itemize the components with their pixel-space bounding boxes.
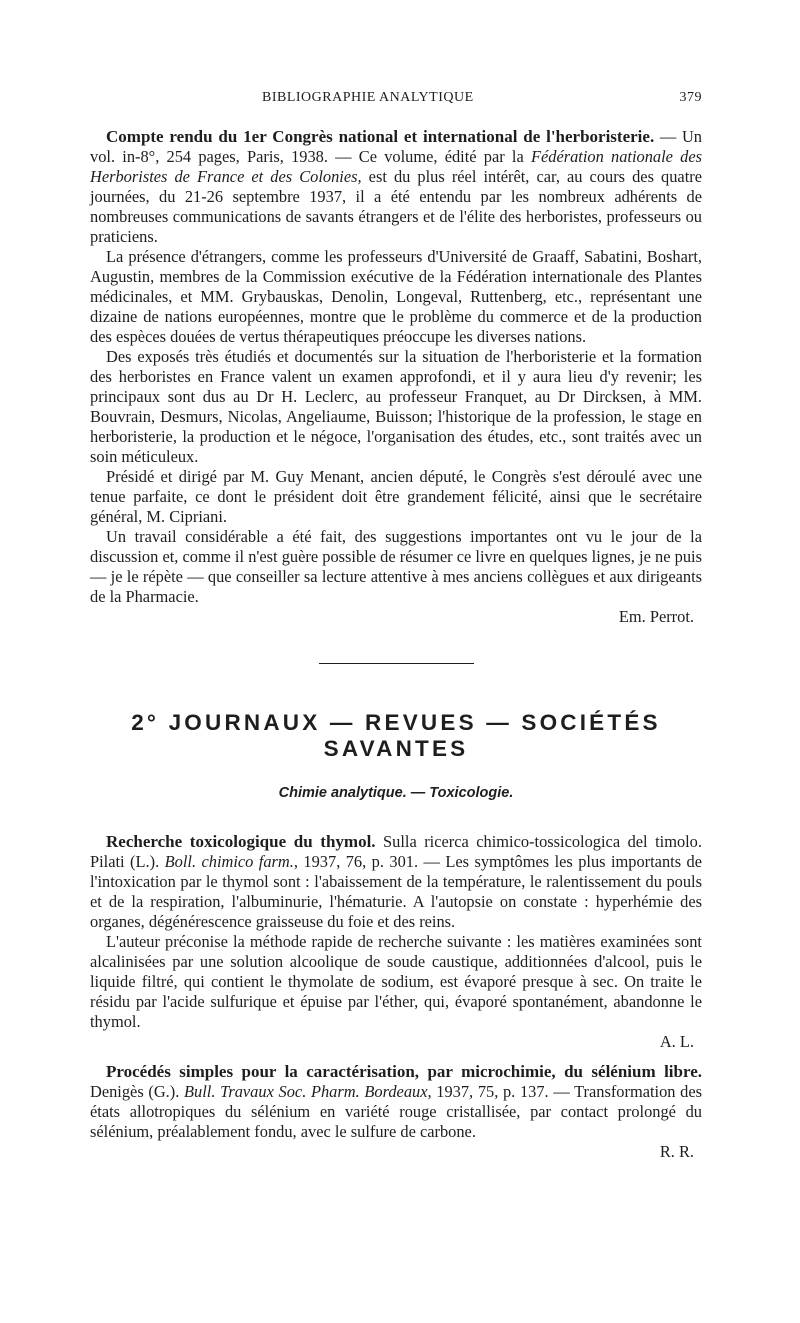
article-selenium-paragraph-1 <box>90 1062 702 1142</box>
article-selenium-signature: R. R. <box>659 1142 694 1161</box>
page-number: 379 <box>679 90 702 105</box>
review-paragraph-5: Un travail considérable a été fait, des suggestions importantes ont vu le jour de la discussion et, comme il n'est guère possible de résumer ce livre en quelques lignes, je ne puis — je le répète — que conseiller sa lecture attentive à mes anciens collègues et aux dirigeants de la Pharmacie. <box>90 527 702 606</box>
review-congress <box>90 127 702 627</box>
review-p1-text: — Un vol. in-8°, 254 pages, Paris, 1938. — Ce volume, édité par la <box>90 127 702 166</box>
article-thymol <box>90 832 702 1052</box>
section-subheading: Chimie analytique. — Toxicologie. <box>278 785 514 801</box>
article-thymol-title: Recherche toxicologique du thymol. <box>106 832 376 851</box>
article-selenium-ref-b: , 1937, 75, p. 137. — Transformation des états allotropiques du sélénium en variété rouge cristallisée, par contact prolongé du sélénium, préalablement fondu, avec le sulfure de carbone. <box>90 1082 703 1141</box>
article-selenium <box>90 1062 702 1162</box>
review-paragraph-1 <box>90 127 702 247</box>
article-thymol-signature: A. L. <box>659 1032 694 1051</box>
article-thymol-journal: Boll. chimico farm. <box>164 852 294 871</box>
article-selenium-ref-a: Denigès (G.). <box>90 1082 185 1101</box>
section-divider <box>319 663 474 664</box>
page-body <box>90 127 702 1162</box>
review-paragraph-3: Des exposés très étudiés et documentés sur la situation de l'herboristerie et la formation des herboristes en France valent un examen approfondi, et il y aura lieu d'y revenir; les principaux sont dus au Dr H. Leclerc, au professeur Franquet, au Dr Dircksen, à MM. Bouvrain, Desmurs, Nicolas, Angeliaume, Buisson; l'historique de la profession, le stage en herboristerie, la production et le négoce, l'organisation des études, etc., sont traités avec un soin méticuleux. <box>90 347 702 466</box>
article-thymol-paragraph-1 <box>90 832 702 932</box>
running-head-title: BIBLIOGRAPHIE ANALYTIQUE <box>262 90 474 105</box>
section-heading: 2° JOURNAUX — REVUES — SOCIÉTÉS SAVANTES <box>131 710 661 761</box>
review-signature: Em. Perrot. <box>618 607 694 626</box>
review-title: Compte rendu du 1er Congrès national et international de l'herboristerie. <box>106 127 655 146</box>
article-thymol-paragraph-2: L'auteur préconise la méthode rapide de recherche suivante : les matières examinées sont alcalinisées par une solution alcoolique de soude caustique, additionnées d'alcool, puis le liquide filtré, qui contient le thymolate de sodium, est évaporé presque à sec. On traite le résidu par l'acide sulfurique et épuise par l'éther, qui, évaporé spontanément, abandonne le thymol. <box>90 932 702 1031</box>
review-paragraph-4: Présidé et dirigé par M. Guy Menant, ancien député, le Congrès s'est déroulé avec une tenue parfaite, ce dont le président doit être grandement félicité, ainsi que le secrétaire général, M. Cipriani. <box>90 467 702 526</box>
running-head <box>90 90 702 112</box>
review-p1-rest: est du plus réel intérêt, car, au cours des quatre journées, du 21-26 septembre 1937, il a été entendu par les nombreux adhérents de nombreuses communications de savants étrangers et de l'élite des herboristes, professeurs ou praticiens. <box>90 167 702 246</box>
article-selenium-journal: Bull. Travaux Soc. Pharm. Bordeaux <box>184 1082 428 1101</box>
article-selenium-title: Procédés simples pour la caractérisation, par microchimie, du sélénium libre. <box>106 1062 702 1081</box>
review-p1-italic: Fédération nationale des Herboristes de France et des Colonies, <box>90 147 702 186</box>
article-thymol-ref-a: Sulla ricerca chimico-tossicologica del timolo. Pilati (L.). <box>90 832 702 871</box>
review-paragraph-2: La présence d'étrangers, comme les professeurs d'Université de Graaff, Sabatini, Boshart, Augustin, membres de la Commission exécutive de la Fédération internationale des Plantes médicinales, et MM. Grybauskas, Denolin, Longeval, Ruttenberg, etc., représentant une dizaine de nations européennes, montre que le problème du commerce et de la production des espèces douées de vertus thérapeutiques préoccupe les diverses nations. <box>90 247 702 346</box>
article-thymol-ref-b: , 1937, 76, p. 301. — Les symptômes les plus importants de l'intoxication par le thymol sont : l'abaissement de la température, le ralentissement du pouls et de la respiration, l'albuminurie, l'hématurie. A l'autopsie on constate : hyperhémie des organes, dégénérescence graisseuse du foie et des reins. <box>90 852 702 931</box>
